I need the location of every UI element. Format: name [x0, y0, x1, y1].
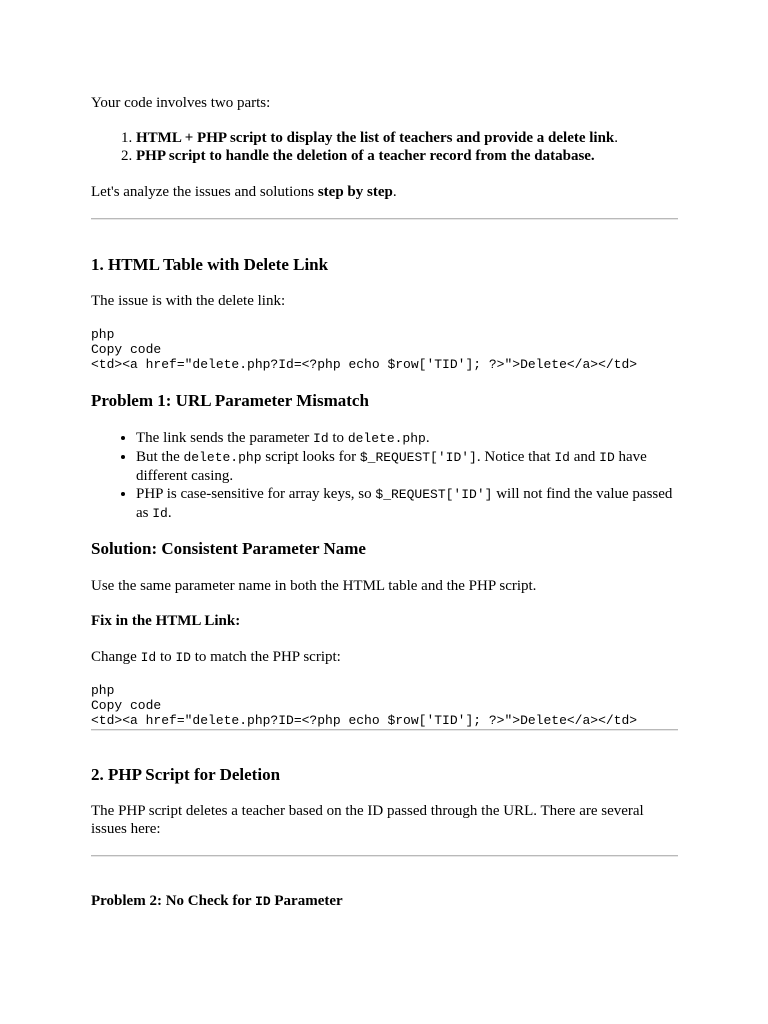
code-block-2	[91, 683, 678, 728]
list-item	[136, 129, 678, 147]
section2-heading: 2. PHP Script for Deletion	[91, 765, 281, 784]
b3-code2: Id	[152, 506, 168, 521]
code-lang-label: php	[91, 683, 115, 698]
b2-pre: But the	[136, 449, 184, 465]
code-line: <td><a href="delete.php?Id=<?php echo $row['TID']; ?>">Delete</a></td>	[91, 357, 638, 372]
b3-mid: will not find the value passed as	[136, 486, 673, 521]
copy-code-button[interactable]: Copy code	[91, 698, 162, 713]
list-item	[136, 485, 678, 523]
analyze-post: .	[392, 184, 397, 200]
divider	[91, 855, 678, 857]
b2-code3: Id	[554, 450, 570, 465]
problem2-heading	[91, 892, 678, 911]
b2-mid2: . Notice that	[476, 449, 555, 465]
section1-issue-text: The issue is with the delete link:	[91, 293, 286, 309]
b2-mid1: script looks for	[261, 449, 360, 465]
problem1-bullets	[91, 429, 678, 523]
change-code2: ID	[175, 650, 191, 665]
b1-code1: Id	[313, 431, 329, 446]
b1-post: .	[425, 430, 430, 446]
b2-post: have different casing.	[136, 449, 647, 484]
b1-mid: to	[328, 430, 348, 446]
solution-heading: Solution: Consistent Parameter Name	[91, 539, 366, 558]
change-mid: to	[156, 649, 176, 665]
list-item	[136, 448, 678, 485]
analyze-text	[91, 183, 678, 201]
fix-heading: Fix in the HTML Link:	[91, 613, 241, 629]
problem2-code: ID	[255, 894, 271, 909]
list-item	[136, 147, 678, 165]
b2-code4: ID	[599, 450, 615, 465]
analyze-pre: Let's analyze the issues and solutions	[91, 184, 318, 200]
intro-parts-list	[91, 129, 678, 165]
code-lang-label: php	[91, 327, 115, 342]
change-text	[91, 648, 678, 667]
code-block-1	[91, 327, 678, 372]
list-item	[136, 429, 678, 448]
part-1-bold: HTML + PHP script to display the list of teachers and provide a delete link	[136, 130, 615, 146]
section1-heading: 1. HTML Table with Delete Link	[91, 255, 329, 274]
problem2-post: Parameter	[270, 893, 343, 909]
b1-pre: The link sends the parameter	[136, 430, 314, 446]
part-1-tail: .	[614, 130, 619, 146]
b2-code1: delete.php	[183, 450, 262, 465]
solution-text: Use the same parameter name in both the HTML table and the PHP script.	[91, 578, 537, 594]
b2-mid3: and	[569, 449, 600, 465]
change-pre: Change	[91, 649, 141, 665]
problem1-heading: Problem 1: URL Parameter Mismatch	[91, 391, 369, 410]
divider	[91, 218, 678, 220]
b1-code2: delete.php	[347, 431, 426, 446]
divider	[91, 729, 678, 731]
b3-code1: $_REQUEST['ID']	[375, 487, 493, 502]
copy-code-button[interactable]: Copy code	[91, 342, 162, 357]
b3-pre: PHP is case-sensitive for array keys, so	[136, 486, 376, 502]
analyze-bold: step by step	[317, 184, 393, 200]
section2-text: The PHP script deletes a teacher based on the ID passed through the URL. There are several issues here:	[91, 803, 644, 837]
change-code1: Id	[140, 650, 157, 665]
problem2-pre: Problem 2: No Check for	[91, 893, 256, 909]
change-post: to match the PHP script:	[190, 649, 341, 665]
intro-lead: Your code involves two parts:	[91, 95, 271, 111]
part-2-bold: PHP script to handle the deletion of a teacher record from the database.	[136, 148, 595, 164]
b3-post: .	[167, 505, 172, 521]
code-line: <td><a href="delete.php?ID=<?php echo $row['TID']; ?>">Delete</a></td>	[91, 713, 638, 728]
b2-code2: $_REQUEST['ID']	[359, 450, 477, 465]
